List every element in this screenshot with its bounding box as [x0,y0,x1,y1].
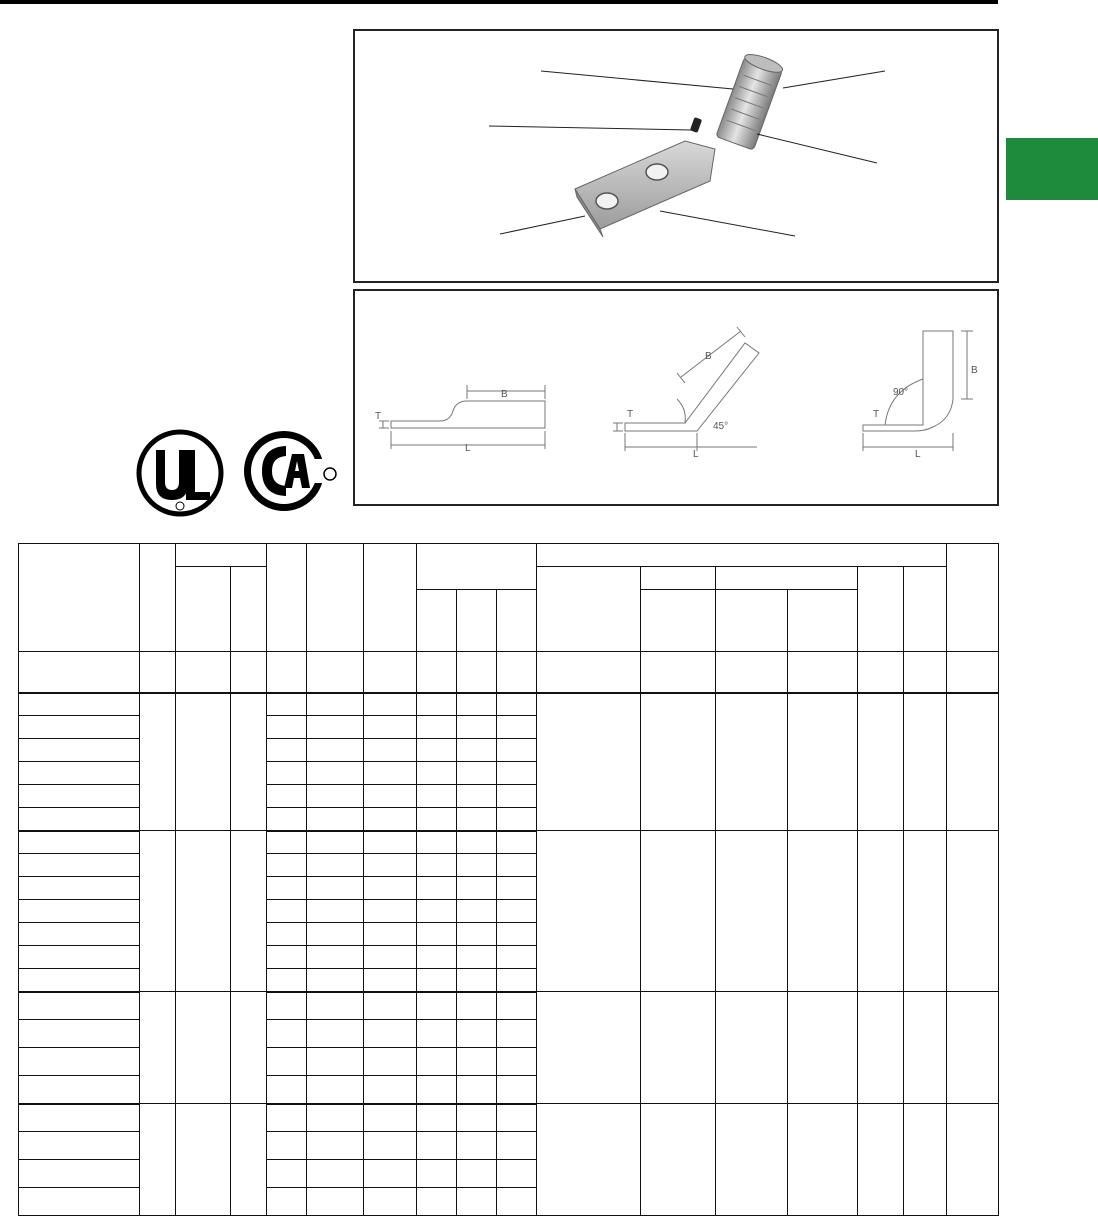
table-cell [497,831,537,854]
table-cell [266,946,306,969]
table-cell [230,992,266,1104]
header-cell [537,567,640,652]
table-cell [640,992,715,1104]
table-cell [858,992,903,1104]
table-cell [858,693,903,831]
table-cell [457,877,497,900]
dimension-diagrams [355,291,997,504]
table-cell [537,693,640,831]
table-cell [266,716,306,739]
table-cell [497,739,537,762]
table-cell [363,693,416,716]
table-cell [537,992,640,1104]
table-cell [19,693,140,716]
table-cell [537,1104,640,1216]
table-cell [417,1020,457,1048]
table-cell [266,739,306,762]
dimension-diagram-panel [353,289,999,506]
table-cell [306,716,363,739]
table-cell [140,693,176,831]
table-cell [363,808,416,831]
table-cell [19,652,140,693]
table-cell [417,1048,457,1076]
table-cell [457,762,497,785]
table-header-row [19,544,999,567]
table-cell [140,831,176,992]
table-cell [497,808,537,831]
table-cell [497,1076,537,1104]
angle-45-l-label: L [693,449,699,460]
table-cell [306,992,363,1020]
table-cell [306,1188,363,1216]
table-cell [640,652,715,693]
table-cell [266,1188,306,1216]
table-cell [363,1048,416,1076]
table-cell [457,808,497,831]
table-cell [140,652,176,693]
header-cell [417,590,457,652]
table-cell [497,762,537,785]
header-cell [457,590,497,652]
table-cell [176,1104,230,1216]
header-cell [363,544,416,652]
table-cell [903,831,946,992]
table-cell [19,992,140,1020]
straight-b-label: B [501,389,508,400]
table-cell [788,831,858,992]
table-cell [417,1188,457,1216]
table-cell [306,693,363,716]
table-cell [715,992,787,1104]
table-cell [903,992,946,1104]
table-cell [417,1104,457,1132]
table-cell [363,969,416,992]
table-cell [266,831,306,854]
table-cell [457,1132,497,1160]
table-cell [946,1104,998,1216]
table-cell [266,652,306,693]
table-cell [497,969,537,992]
header-cell [230,567,266,652]
section-tab [1006,138,1098,200]
table-cell [19,739,140,762]
header-cell [537,544,946,567]
table-cell [497,1048,537,1076]
table-cell [497,1132,537,1160]
table-cell [457,693,497,716]
angle-90-lug-diagram [863,331,973,451]
table-cell [457,1104,497,1132]
table-cell [457,785,497,808]
table-cell [497,693,537,716]
table-cell [140,1104,176,1216]
table-cell [497,923,537,946]
table-cell [306,1132,363,1160]
table-cell [306,1076,363,1104]
table-cell [457,923,497,946]
table-cell [417,693,457,716]
table-cell [363,1160,416,1188]
table-cell [715,1104,787,1216]
table-cell [497,1020,537,1048]
table-cell [417,808,457,831]
header-cell [176,544,266,567]
header-cell [903,567,946,652]
table-units-row [19,652,999,693]
table-cell [363,652,416,693]
table-cell [306,1160,363,1188]
table-cell [457,1020,497,1048]
table-cell [715,831,787,992]
table-cell [457,652,497,693]
table-cell [417,1160,457,1188]
table-cell [19,946,140,969]
table-cell [266,992,306,1020]
table-cell [363,900,416,923]
table-cell [457,1160,497,1188]
table-cell [946,992,998,1104]
table-cell [266,1132,306,1160]
table-cell [903,652,946,693]
table-cell [19,877,140,900]
table-cell [306,946,363,969]
table-cell [306,762,363,785]
table-cell [19,831,140,854]
table-cell [176,831,230,992]
table-cell [858,1104,903,1216]
table-cell [176,652,230,693]
header-cell [858,567,903,652]
table-cell [457,739,497,762]
table-cell [788,1104,858,1216]
table-cell [417,969,457,992]
table-cell [788,652,858,693]
table-cell [266,969,306,992]
table-cell [417,923,457,946]
header-cell [640,567,715,590]
angle-90-t-label: T [873,409,880,420]
table-cell [457,1048,497,1076]
table-cell [266,877,306,900]
table-cell [363,854,416,877]
two-hole-lug-photo-icon [355,31,997,281]
table-cell [417,739,457,762]
table-cell [306,900,363,923]
table-cell [457,1188,497,1216]
table-cell [176,693,230,831]
certification-logos [134,424,344,520]
table-cell [417,900,457,923]
table-cell [457,854,497,877]
table-cell [417,831,457,854]
header-cell [19,544,140,652]
table-row [19,992,999,1020]
table-cell [176,992,230,1104]
table-cell [306,1048,363,1076]
table-cell [363,923,416,946]
table-cell [266,785,306,808]
table-cell [19,1076,140,1104]
table-cell [497,946,537,969]
angle-45-t-label: T [627,409,634,420]
top-rule [0,0,998,4]
header-cell [417,544,537,590]
table-cell [230,831,266,992]
angle-45-angle-label: 45° [713,421,729,432]
header-cell [640,590,715,652]
table-cell [266,854,306,877]
header-cell [715,590,787,652]
table-cell [19,854,140,877]
table-cell [363,877,416,900]
angle-45-lug-diagram [613,327,759,451]
specification-table [18,543,999,1216]
table-cell [363,831,416,854]
header-cell [140,544,176,652]
table-cell [266,923,306,946]
table-cell [417,877,457,900]
table-cell [363,946,416,969]
table-cell [363,762,416,785]
table-cell [266,808,306,831]
table-cell [497,992,537,1020]
table-cell [903,1104,946,1216]
angle-90-l-label: L [915,449,921,460]
table-cell [497,1160,537,1188]
table-cell [497,785,537,808]
table-cell [417,762,457,785]
table-cell [417,652,457,693]
table-cell [457,831,497,854]
table-cell [497,877,537,900]
table-cell [230,652,266,693]
header-cell [715,567,857,590]
table-cell [266,1076,306,1104]
header-cell [266,544,306,652]
table-cell [497,854,537,877]
table-cell [363,739,416,762]
table-cell [19,1104,140,1132]
table-cell [306,854,363,877]
table-cell [306,831,363,854]
table-cell [640,1104,715,1216]
table-cell [417,1132,457,1160]
table-cell [266,1048,306,1076]
table-cell [19,969,140,992]
table-cell [306,923,363,946]
table-cell [457,992,497,1020]
table-cell [363,1188,416,1216]
table-cell [417,716,457,739]
table-cell [858,652,903,693]
table-cell [788,693,858,831]
table-cell [19,1132,140,1160]
table-cell [715,693,787,831]
table-cell [417,946,457,969]
table-cell [457,969,497,992]
csa-certified-logo-icon [244,431,336,511]
table-cell [19,900,140,923]
table-cell [306,808,363,831]
table-cell [363,1104,416,1132]
table-cell [266,1160,306,1188]
table-cell [497,716,537,739]
angle-90-angle-label: 90° [893,387,909,398]
table-cell [306,652,363,693]
header-cell [497,590,537,652]
table-cell [457,900,497,923]
table-cell [363,992,416,1020]
table-cell [19,1188,140,1216]
table-cell [19,1048,140,1076]
table-cell [306,1020,363,1048]
angle-45-b-label: B [705,351,712,362]
table-cell [946,652,998,693]
table-cell [19,808,140,831]
table-cell [858,831,903,992]
header-cell [176,567,230,652]
table-cell [946,693,998,831]
table-row [19,693,999,716]
table-cell [640,693,715,831]
table-cell [230,693,266,831]
table-cell [306,739,363,762]
table-cell [19,1020,140,1048]
table-cell [537,831,640,992]
table-cell [19,785,140,808]
table-row [19,831,999,854]
table-cell [457,716,497,739]
table-cell [306,969,363,992]
table-cell [903,693,946,831]
table-cell [417,854,457,877]
straight-l-label: L [465,443,471,454]
table-cell [266,1104,306,1132]
table-cell [230,1104,266,1216]
table-cell [306,1104,363,1132]
table-cell [363,1076,416,1104]
straight-t-label: T [375,411,382,422]
table-cell [363,716,416,739]
table-cell [417,785,457,808]
table-cell [417,992,457,1020]
table-cell [497,1188,537,1216]
header-cell [306,544,363,652]
header-cell [788,590,858,652]
table-cell [363,1132,416,1160]
table-cell [497,1104,537,1132]
table-cell [19,716,140,739]
ul-listed-logo-icon [139,432,221,514]
table-cell [363,785,416,808]
table-cell [537,652,640,693]
table-cell [19,1160,140,1188]
table-cell [457,946,497,969]
table-cell [363,1020,416,1048]
angle-90-b-label: B [971,365,978,376]
table-row [19,1104,999,1132]
header-cell [946,544,998,652]
table-cell [266,1020,306,1048]
table-cell [417,1076,457,1104]
product-image-panel [353,29,999,283]
table-cell [19,762,140,785]
table-cell [946,831,998,992]
table-cell [266,762,306,785]
table-cell [497,900,537,923]
table-cell [266,900,306,923]
table-cell [266,693,306,716]
table-cell [640,831,715,992]
table-cell [140,992,176,1104]
table-cell [306,877,363,900]
table-cell [19,923,140,946]
table-cell [497,652,537,693]
table-cell [457,1076,497,1104]
table-cell [306,785,363,808]
table-cell [788,992,858,1104]
table-cell [715,652,787,693]
straight-lug-diagram [379,385,545,449]
